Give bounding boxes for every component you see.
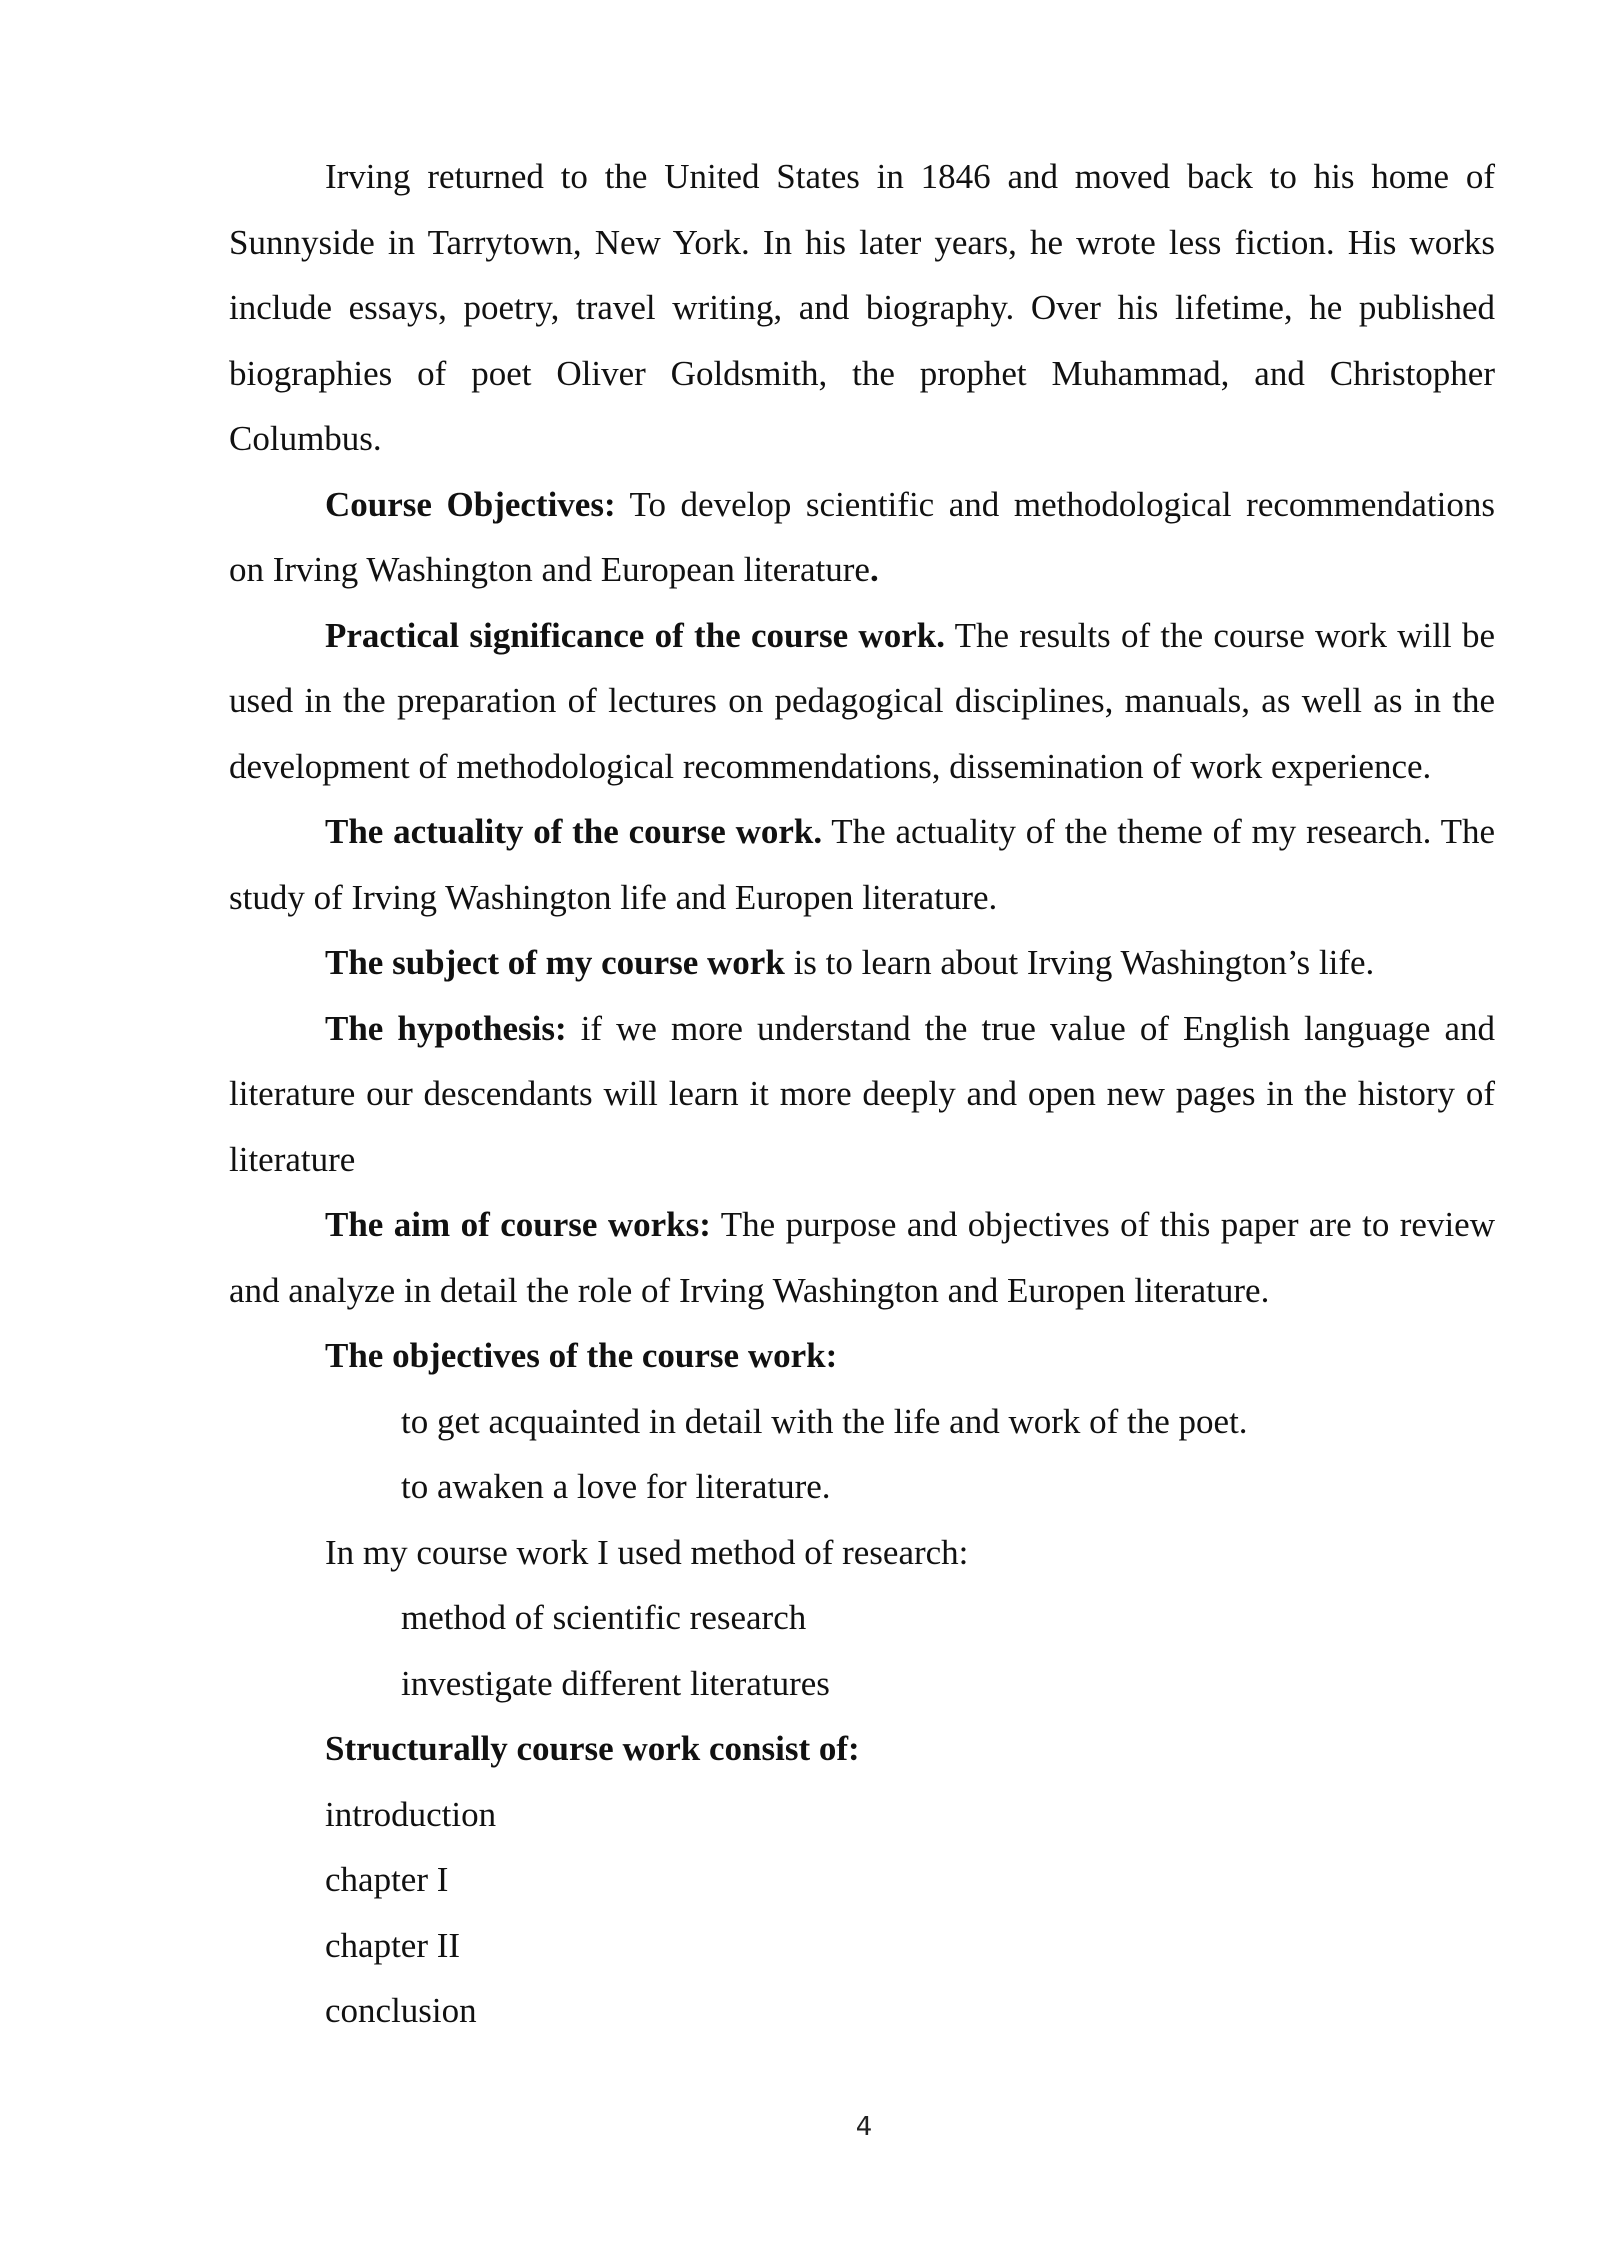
subject-text: is to learn about Irving Washington’s life.	[784, 943, 1375, 982]
structure-heading	[229, 1716, 1495, 1782]
paragraph-practical-significance	[229, 603, 1495, 800]
actuality-text: The actuality of the theme of my research. The study of Irving Washington life and Europen literature.	[229, 812, 1495, 917]
practical-significance-text: The results of the course work will be used in the preparation of lectures on pedagogical disciplines, manuals, as well as in the development of methodological recommendations, dissemination of work experience.	[229, 615, 1495, 786]
structure-heading-text: Structurally course work consist of:	[325, 1729, 860, 1768]
course-objectives-label: Course Objectives:	[325, 484, 616, 524]
objectives-heading-text: The objectives of the course work:	[325, 1336, 838, 1375]
paragraph-hypothesis	[229, 996, 1495, 1193]
aim-text: The purpose and objectives of this paper are to review and analyze in detail the role of Irving Washington and Europen literature.	[229, 1205, 1495, 1310]
method-item-1: method of scientific research	[401, 1598, 807, 1637]
course-objectives-text: To develop scientific and methodological recommendations on Irving Washington and European literature	[229, 484, 1495, 589]
objective-item-2: to awaken a love for literature.	[401, 1467, 831, 1506]
aim-label: The aim of course works:	[325, 1205, 711, 1244]
objectives-heading	[229, 1323, 1495, 1389]
page-number: 4	[855, 2112, 873, 2142]
subject-label: The subject of my course work	[325, 943, 785, 982]
method-item-2: investigate different literatures	[401, 1663, 830, 1703]
objective-item-1: to get acquainted in detail with the life and work of the poet.	[401, 1401, 1248, 1441]
method-intro: In my course work I used method of research:	[325, 1532, 969, 1572]
structure-item-chapter-2: chapter II	[325, 1925, 461, 1965]
paragraph-aim	[229, 1192, 1495, 1323]
structure-item-conclusion: conclusion	[325, 1991, 477, 2030]
document-page	[229, 144, 1495, 2044]
course-objectives-period: .	[869, 550, 879, 589]
actuality-label: The actuality of the course work.	[325, 812, 823, 851]
practical-significance-label: Practical significance of the course work.	[325, 615, 945, 655]
paragraph-subject	[229, 930, 1495, 996]
hypothesis-label: The hypothesis:	[325, 1008, 567, 1048]
structure-item-chapter-1: chapter I	[325, 1860, 449, 1899]
paragraph-course-objectives	[229, 472, 1495, 603]
paragraph-actuality	[229, 799, 1495, 930]
hypothesis-text: if we more understand the true value of English language and literature our descendants will learn it more deeply and open new pages in the history of literature	[229, 1008, 1495, 1179]
paragraph-irving-return: Irving returned to the United States in 1846 and moved back to his home of Sunnyside in Tarrytown, New York. In his later years, he wrote less fiction. His works include essays, poetry, travel writing, and biography. Over his lifetime, he published biographies of poet Oliver Goldsmith, the prophet Muhammad, and Christopher Columbus.	[229, 157, 1495, 458]
structure-item-introduction: introduction	[325, 1794, 497, 1834]
